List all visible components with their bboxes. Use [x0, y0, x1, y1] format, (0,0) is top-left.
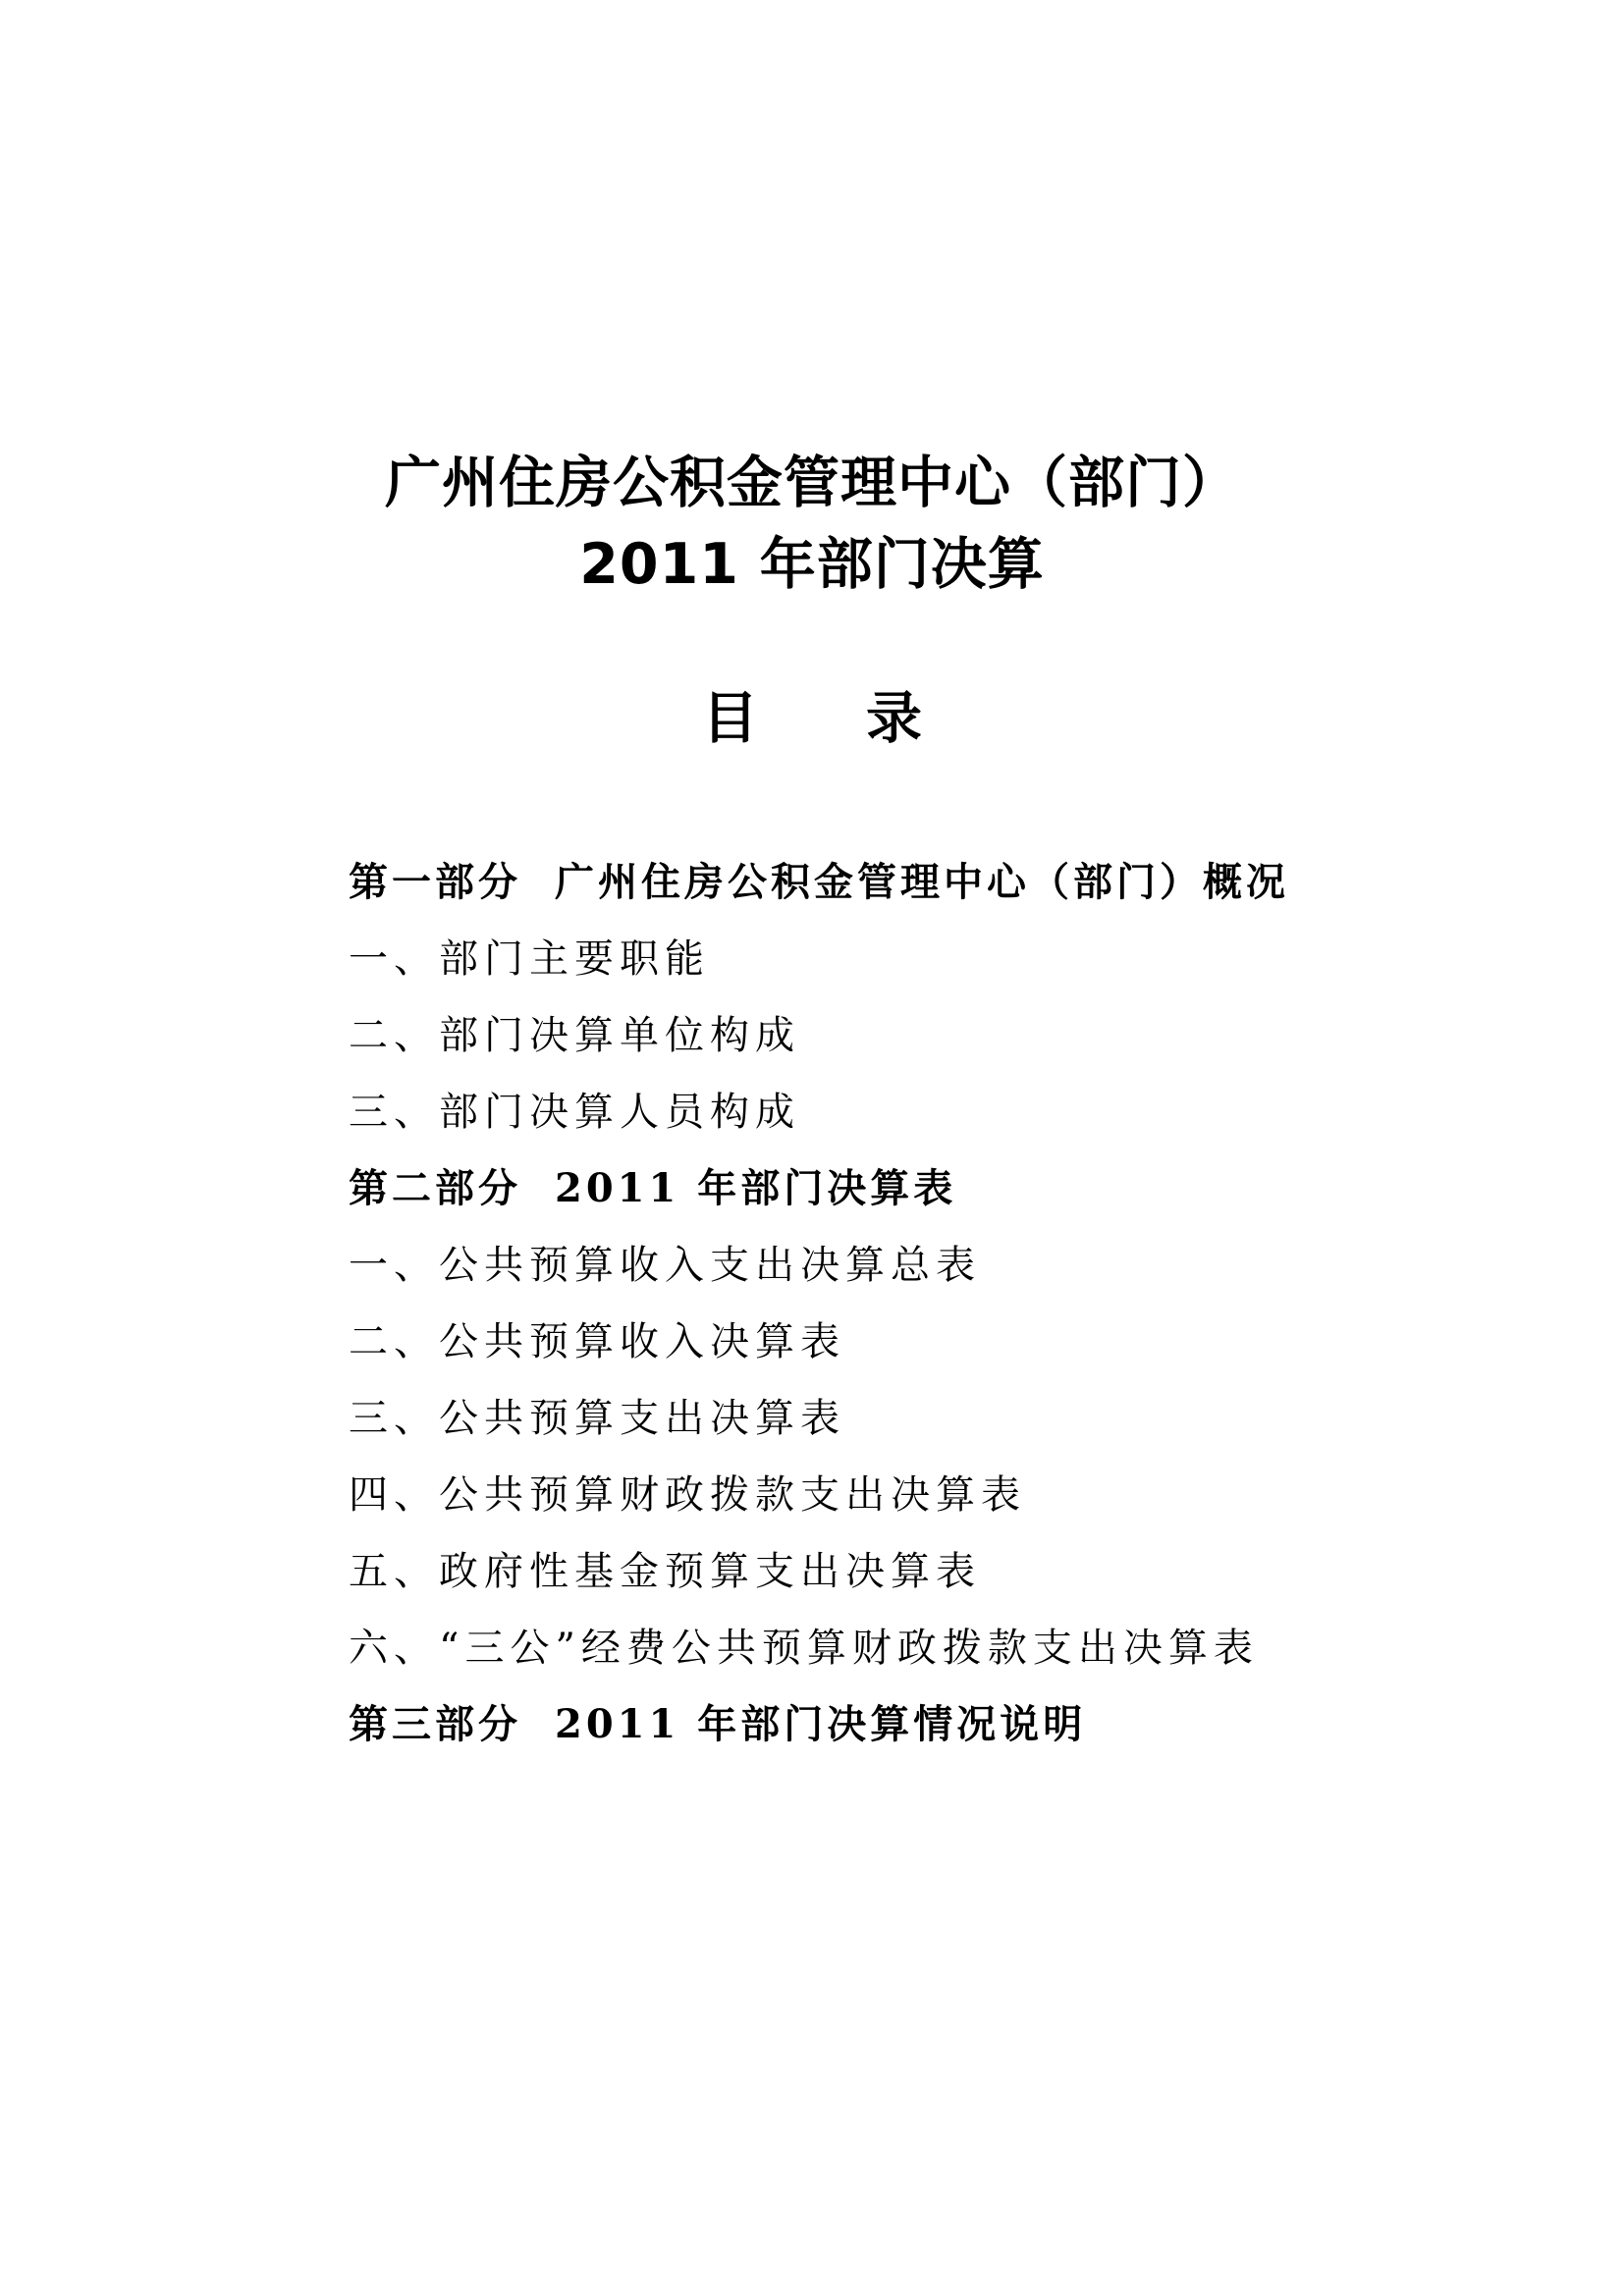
- toc-part-3-label: 第三部分: [349, 1701, 521, 1747]
- toc-heading-left: 目: [702, 686, 758, 751]
- toc-part-2-label: 第二部分: [349, 1165, 521, 1211]
- toc-item[interactable]: 二、部门决算单位构成: [349, 1013, 800, 1058]
- toc-heading: [0, 684, 1624, 753]
- toc-heading-right: 录: [866, 686, 922, 751]
- toc-part-1-title: 广州住房公积金管理中心（部门）概况: [555, 859, 1289, 905]
- toc-item[interactable]: 五、政府性基金预算支出决算表: [349, 1549, 981, 1594]
- toc-item[interactable]: 六、“三公”经费公共预算财政拨款支出决算表: [349, 1626, 1259, 1671]
- toc-item[interactable]: 三、公共预算支出决算表: [349, 1396, 845, 1441]
- table-of-contents: [349, 844, 1576, 1763]
- toc-item[interactable]: 一、部门主要职能: [349, 936, 710, 982]
- toc-part-1[interactable]: [349, 844, 1576, 921]
- toc-part-3[interactable]: [349, 1686, 1576, 1763]
- document-title-line-1: 广州住房公积金管理中心（部门）: [385, 451, 1239, 515]
- toc-item[interactable]: 三、部门决算人员构成: [349, 1090, 800, 1135]
- toc-part-3-title: 2011 年部门决算情况说明: [555, 1701, 1087, 1747]
- toc-part-2-title: 2011 年部门决算表: [555, 1165, 957, 1211]
- toc-item[interactable]: 一、公共预算收入支出决算总表: [349, 1243, 981, 1288]
- toc-item[interactable]: 二、公共预算收入决算表: [349, 1319, 845, 1364]
- toc-part-1-label: 第一部分: [349, 859, 521, 905]
- document-title-line-2: 2011 年部门决算: [579, 532, 1045, 597]
- toc-item[interactable]: 四、公共预算财政拨款支出决算表: [349, 1472, 1026, 1518]
- toc-part-2[interactable]: [349, 1150, 1576, 1227]
